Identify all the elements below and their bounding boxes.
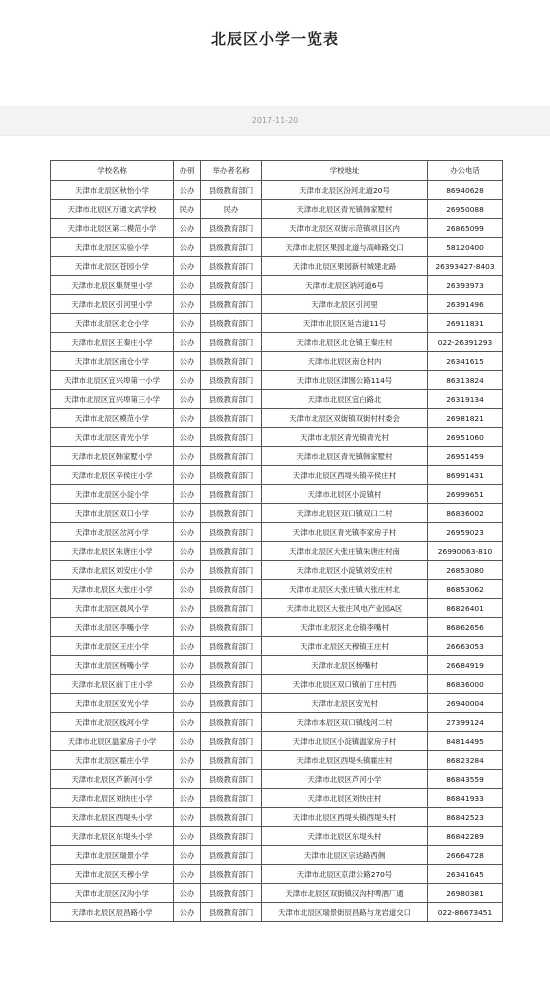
phone-cell: 84814495 <box>428 732 503 751</box>
type-cell: 公办 <box>174 865 201 884</box>
table-row <box>51 295 503 314</box>
organizer-cell: 县级教育部门 <box>201 447 262 466</box>
organizer-cell: 县级教育部门 <box>201 371 262 390</box>
phone-cell: 26981821 <box>428 409 503 428</box>
school-name-cell: 天津市北辰区安光小学 <box>51 694 174 713</box>
table-row <box>51 485 503 504</box>
address-cell: 天津市北辰区西堤头镇辛侯庄村 <box>262 466 428 485</box>
type-cell: 公办 <box>174 333 201 352</box>
type-cell: 公办 <box>174 485 201 504</box>
school-name-cell: 天津市北辰区线河小学 <box>51 713 174 732</box>
school-name-cell: 天津市北辰区韩家墅小学 <box>51 447 174 466</box>
school-name-cell: 天津市北辰区芦新河小学 <box>51 770 174 789</box>
organizer-cell: 县级教育部门 <box>201 257 262 276</box>
type-cell: 公办 <box>174 808 201 827</box>
organizer-cell: 民办 <box>201 200 262 219</box>
organizer-cell: 县级教育部门 <box>201 580 262 599</box>
address-cell: 天津市北辰区芦河小学 <box>262 770 428 789</box>
header-school-name: 学校名称 <box>51 161 174 181</box>
school-name-cell: 天津市北辰区王庄小学 <box>51 637 174 656</box>
table-row <box>51 694 503 713</box>
table-row <box>51 523 503 542</box>
table-row <box>51 599 503 618</box>
organizer-cell: 县级教育部门 <box>201 561 262 580</box>
phone-cell: 022-26391293 <box>428 333 503 352</box>
type-cell: 公办 <box>174 295 201 314</box>
phone-cell: 022-86673451 <box>428 903 503 922</box>
phone-cell: 86836002 <box>428 504 503 523</box>
phone-cell: 86836000 <box>428 675 503 694</box>
organizer-cell: 县级教育部门 <box>201 637 262 656</box>
address-cell: 天津市北辰区大张庄风电产业园A区 <box>262 599 428 618</box>
school-name-cell: 天津市北辰区晨风小学 <box>51 599 174 618</box>
school-name-cell: 天津市北辰区秋怡小学 <box>51 181 174 200</box>
organizer-cell: 县级教育部门 <box>201 295 262 314</box>
address-cell: 天津市北辰区京津公路270号 <box>262 865 428 884</box>
address-cell: 天津市北辰区小淀镇温家房子村 <box>262 732 428 751</box>
type-cell: 公办 <box>174 352 201 371</box>
phone-cell: 26393427-8403 <box>428 257 503 276</box>
type-cell: 公办 <box>174 827 201 846</box>
school-table <box>50 160 503 922</box>
school-name-cell: 天津市北辰区青光小学 <box>51 428 174 447</box>
phone-cell: 86841933 <box>428 789 503 808</box>
address-cell: 天津市北辰区津围公路114号 <box>262 371 428 390</box>
type-cell: 公办 <box>174 789 201 808</box>
type-cell: 公办 <box>174 713 201 732</box>
organizer-cell: 县级教育部门 <box>201 903 262 922</box>
organizer-cell: 县级教育部门 <box>201 238 262 257</box>
school-name-cell: 天津市北辰区万通文武学校 <box>51 200 174 219</box>
phone-cell: 86842523 <box>428 808 503 827</box>
address-cell: 天津市北辰区大张庄镇朱唐庄村南 <box>262 542 428 561</box>
address-cell: 天津市北辰区双街镇汉沟村啤酒厂通 <box>262 884 428 903</box>
table-row <box>51 789 503 808</box>
type-cell: 公办 <box>174 732 201 751</box>
phone-cell: 86313824 <box>428 371 503 390</box>
phone-cell: 86853062 <box>428 580 503 599</box>
organizer-cell: 县级教育部门 <box>201 485 262 504</box>
table-row <box>51 428 503 447</box>
phone-cell: 26684919 <box>428 656 503 675</box>
type-cell: 公办 <box>174 466 201 485</box>
type-cell: 公办 <box>174 656 201 675</box>
organizer-cell: 县级教育部门 <box>201 808 262 827</box>
school-name-cell: 天津市北辰区大张庄小学 <box>51 580 174 599</box>
phone-cell: 26980381 <box>428 884 503 903</box>
school-name-cell: 天津市北辰区南仓小学 <box>51 352 174 371</box>
table-row <box>51 618 503 637</box>
school-name-cell: 天津市北辰区宜兴埠第一小学 <box>51 371 174 390</box>
organizer-cell: 县级教育部门 <box>201 599 262 618</box>
phone-cell: 26911831 <box>428 314 503 333</box>
school-name-cell: 天津市北辰区东堤头小学 <box>51 827 174 846</box>
type-cell: 公办 <box>174 846 201 865</box>
organizer-cell: 县级教育部门 <box>201 732 262 751</box>
table-row <box>51 504 503 523</box>
header-address: 学校地址 <box>262 161 428 181</box>
table-row <box>51 637 503 656</box>
table-row <box>51 846 503 865</box>
address-cell: 天津市北辰区西堤头镇西堤头村 <box>262 808 428 827</box>
table-row <box>51 561 503 580</box>
type-cell: 公办 <box>174 181 201 200</box>
address-cell: 天津市北辰区安光村 <box>262 694 428 713</box>
phone-cell: 26940004 <box>428 694 503 713</box>
organizer-cell: 县级教育部门 <box>201 333 262 352</box>
address-cell: 天津市北辰区青光镇韩家墅村 <box>262 447 428 466</box>
phone-cell: 86826401 <box>428 599 503 618</box>
phone-cell: 86862656 <box>428 618 503 637</box>
type-cell: 公办 <box>174 523 201 542</box>
phone-cell: 26853080 <box>428 561 503 580</box>
organizer-cell: 县级教育部门 <box>201 656 262 675</box>
address-cell: 天津市北辰区果园北道与高峰路交口 <box>262 238 428 257</box>
address-cell: 天津市北辰区北仓镇王秦庄村 <box>262 333 428 352</box>
type-cell: 公办 <box>174 599 201 618</box>
address-cell: 天津市北辰区南仓村内 <box>262 352 428 371</box>
school-name-cell: 天津市北辰区霍庄小学 <box>51 751 174 770</box>
address-cell: 天津市北辰区青光镇李家房子村 <box>262 523 428 542</box>
phone-cell: 26664728 <box>428 846 503 865</box>
type-cell: 公办 <box>174 884 201 903</box>
address-cell: 天津市北辰区小淀镇刘安庄村 <box>262 561 428 580</box>
organizer-cell: 县级教育部门 <box>201 181 262 200</box>
address-cell: 天津市北辰区宜白路北 <box>262 390 428 409</box>
address-cell: 天津市本辰区双口镇线河二村 <box>262 713 428 732</box>
school-name-cell: 天津市北辰区辰昌路小学 <box>51 903 174 922</box>
phone-cell: 86842289 <box>428 827 503 846</box>
phone-cell: 26959023 <box>428 523 503 542</box>
table-row <box>51 409 503 428</box>
table-row <box>51 675 503 694</box>
school-name-cell: 天津市北辰区西堤头小学 <box>51 808 174 827</box>
type-cell: 公办 <box>174 409 201 428</box>
school-name-cell: 天津市北辰区刘快庄小学 <box>51 789 174 808</box>
organizer-cell: 县级教育部门 <box>201 390 262 409</box>
school-name-cell: 天津市北辰区宜兴埠第三小学 <box>51 390 174 409</box>
address-cell: 天津市北辰区小淀镇村 <box>262 485 428 504</box>
table-row <box>51 884 503 903</box>
address-cell: 天津市北辰区杨嘴村 <box>262 656 428 675</box>
phone-cell: 26391496 <box>428 295 503 314</box>
school-name-cell: 天津市北辰区汉沟小学 <box>51 884 174 903</box>
table-row <box>51 181 503 200</box>
type-cell: 公办 <box>174 561 201 580</box>
school-name-cell: 天津市北辰区模范小学 <box>51 409 174 428</box>
table-row <box>51 447 503 466</box>
school-name-cell: 天津市北辰区实验小学 <box>51 238 174 257</box>
organizer-cell: 县级教育部门 <box>201 694 262 713</box>
address-cell: 天津市北辰区双街示范镇项目区内 <box>262 219 428 238</box>
table-row <box>51 732 503 751</box>
type-cell: 公办 <box>174 447 201 466</box>
phone-cell: 58120400 <box>428 238 503 257</box>
school-name-cell: 天津市北辰区苍园小学 <box>51 257 174 276</box>
address-cell: 天津市北辰区北仓镇李嘴村 <box>262 618 428 637</box>
phone-cell: 26950088 <box>428 200 503 219</box>
table-row <box>51 865 503 884</box>
organizer-cell: 县级教育部门 <box>201 789 262 808</box>
type-cell: 公办 <box>174 542 201 561</box>
type-cell: 公办 <box>174 903 201 922</box>
organizer-cell: 县级教育部门 <box>201 846 262 865</box>
address-cell: 天津市北辰区刘快庄村 <box>262 789 428 808</box>
type-cell: 公办 <box>174 675 201 694</box>
school-name-cell: 天津市北辰区天穆小学 <box>51 865 174 884</box>
school-name-cell: 天津市北辰区前丁庄小学 <box>51 675 174 694</box>
phone-cell: 26990063-810 <box>428 542 503 561</box>
type-cell: 公办 <box>174 390 201 409</box>
phone-cell: 26341615 <box>428 352 503 371</box>
table-row <box>51 352 503 371</box>
type-cell: 公办 <box>174 219 201 238</box>
header-type: 办别 <box>174 161 201 181</box>
organizer-cell: 县级教育部门 <box>201 523 262 542</box>
table-row <box>51 580 503 599</box>
page-title: 北辰区小学一览表 <box>210 30 339 48</box>
type-cell: 公办 <box>174 238 201 257</box>
phone-cell: 27399124 <box>428 713 503 732</box>
organizer-cell: 县级教育部门 <box>201 466 262 485</box>
type-cell: 公办 <box>174 276 201 295</box>
phone-cell: 26951060 <box>428 428 503 447</box>
address-cell: 天津市北辰区青光镇青光村 <box>262 428 428 447</box>
table-row <box>51 827 503 846</box>
table-row <box>51 276 503 295</box>
organizer-cell: 县级教育部门 <box>201 314 262 333</box>
phone-cell: 26319134 <box>428 390 503 409</box>
school-name-cell: 天津市北辰区王秦庄小学 <box>51 333 174 352</box>
address-cell: 天津市北辰区天穆镇王庄村 <box>262 637 428 656</box>
type-cell: 公办 <box>174 504 201 523</box>
school-name-cell: 天津市北辰区引河里小学 <box>51 295 174 314</box>
phone-cell: 26865099 <box>428 219 503 238</box>
type-cell: 公办 <box>174 751 201 770</box>
type-cell: 公办 <box>174 618 201 637</box>
table-row <box>51 314 503 333</box>
type-cell: 公办 <box>174 428 201 447</box>
address-cell: 天津市北辰区青光镇韩家墅村 <box>262 200 428 219</box>
type-cell: 公办 <box>174 314 201 333</box>
table-row <box>51 656 503 675</box>
organizer-cell: 县级教育部门 <box>201 713 262 732</box>
phone-cell: 86843559 <box>428 770 503 789</box>
address-cell: 天津市北辰区西堤头镇霍庄村 <box>262 751 428 770</box>
address-cell: 天津市北辰区讷河道6号 <box>262 276 428 295</box>
phone-cell: 86823284 <box>428 751 503 770</box>
type-cell: 公办 <box>174 637 201 656</box>
organizer-cell: 县级教育部门 <box>201 770 262 789</box>
school-name-cell: 天津市北辰区岔河小学 <box>51 523 174 542</box>
organizer-cell: 县级教育部门 <box>201 428 262 447</box>
address-cell: 天津市北辰区瑞景街辰昌路与龙岩道交口 <box>262 903 428 922</box>
address-cell: 天津市北辰区延吉道11号 <box>262 314 428 333</box>
organizer-cell: 县级教育部门 <box>201 542 262 561</box>
table-body <box>51 181 503 922</box>
organizer-cell: 县级教育部门 <box>201 827 262 846</box>
table-row <box>51 713 503 732</box>
phone-cell: 26951459 <box>428 447 503 466</box>
organizer-cell: 县级教育部门 <box>201 352 262 371</box>
address-cell: 天津市北辰区引河里 <box>262 295 428 314</box>
table-row <box>51 903 503 922</box>
address-cell: 天津市北辰区汾河北道20号 <box>262 181 428 200</box>
address-cell: 天津市北辰区双口镇双口二村 <box>262 504 428 523</box>
organizer-cell: 县级教育部门 <box>201 884 262 903</box>
organizer-cell: 县级教育部门 <box>201 675 262 694</box>
phone-cell: 26393973 <box>428 276 503 295</box>
school-name-cell: 天津市北辰区朱唐庄小学 <box>51 542 174 561</box>
organizer-cell: 县级教育部门 <box>201 276 262 295</box>
table-row <box>51 219 503 238</box>
school-name-cell: 天津市北辰区杨嘴小学 <box>51 656 174 675</box>
organizer-cell: 县级教育部门 <box>201 504 262 523</box>
phone-cell: 86940628 <box>428 181 503 200</box>
school-name-cell: 天津市北辰区辛侯庄小学 <box>51 466 174 485</box>
header-phone: 办公电话 <box>428 161 503 181</box>
table-row <box>51 542 503 561</box>
table-row <box>51 200 503 219</box>
school-name-cell: 天津市北辰区刘安庄小学 <box>51 561 174 580</box>
date-bar <box>0 106 550 136</box>
school-name-cell: 天津市北辰区小淀小学 <box>51 485 174 504</box>
table-row <box>51 751 503 770</box>
table-row <box>51 390 503 409</box>
header-organizer: 举办者名称 <box>201 161 262 181</box>
type-cell: 公办 <box>174 371 201 390</box>
school-name-cell: 天津市北辰区北仓小学 <box>51 314 174 333</box>
table-row <box>51 371 503 390</box>
table-row <box>51 808 503 827</box>
type-cell: 民办 <box>174 200 201 219</box>
address-cell: 天津市北辰区果园新村城建北路 <box>262 257 428 276</box>
type-cell: 公办 <box>174 694 201 713</box>
address-cell: 天津市北辰区双街镇双街村村委会 <box>262 409 428 428</box>
phone-cell: 26999651 <box>428 485 503 504</box>
school-name-cell: 天津市北辰区第二模范小学 <box>51 219 174 238</box>
phone-cell: 26663053 <box>428 637 503 656</box>
organizer-cell: 县级教育部门 <box>201 865 262 884</box>
organizer-cell: 县级教育部门 <box>201 409 262 428</box>
table-row <box>51 333 503 352</box>
school-name-cell: 天津市北辰区双口小学 <box>51 504 174 523</box>
organizer-cell: 县级教育部门 <box>201 618 262 637</box>
type-cell: 公办 <box>174 770 201 789</box>
school-name-cell: 天津市北辰区瑞景小学 <box>51 846 174 865</box>
address-cell: 天津市北辰区双口镇前丁庄村西 <box>262 675 428 694</box>
phone-cell: 26341645 <box>428 865 503 884</box>
organizer-cell: 县级教育部门 <box>201 751 262 770</box>
table-header-row <box>51 161 503 181</box>
school-name-cell: 天津市北辰区集贤里小学 <box>51 276 174 295</box>
type-cell: 公办 <box>174 580 201 599</box>
address-cell: 天津市北辰区大张庄镇大张庄村北 <box>262 580 428 599</box>
address-cell: 天津市北辰区宗达路西侧 <box>262 846 428 865</box>
publish-date: 2017-11-20 <box>251 116 299 125</box>
phone-cell: 86991431 <box>428 466 503 485</box>
address-cell: 天津市北辰区东堤头村 <box>262 827 428 846</box>
school-name-cell: 天津市北辰区李嘴小学 <box>51 618 174 637</box>
table-row <box>51 466 503 485</box>
table-row <box>51 770 503 789</box>
school-name-cell: 天津市北辰区温家房子小学 <box>51 732 174 751</box>
table-row <box>51 238 503 257</box>
type-cell: 公办 <box>174 257 201 276</box>
organizer-cell: 县级教育部门 <box>201 219 262 238</box>
table-row <box>51 257 503 276</box>
